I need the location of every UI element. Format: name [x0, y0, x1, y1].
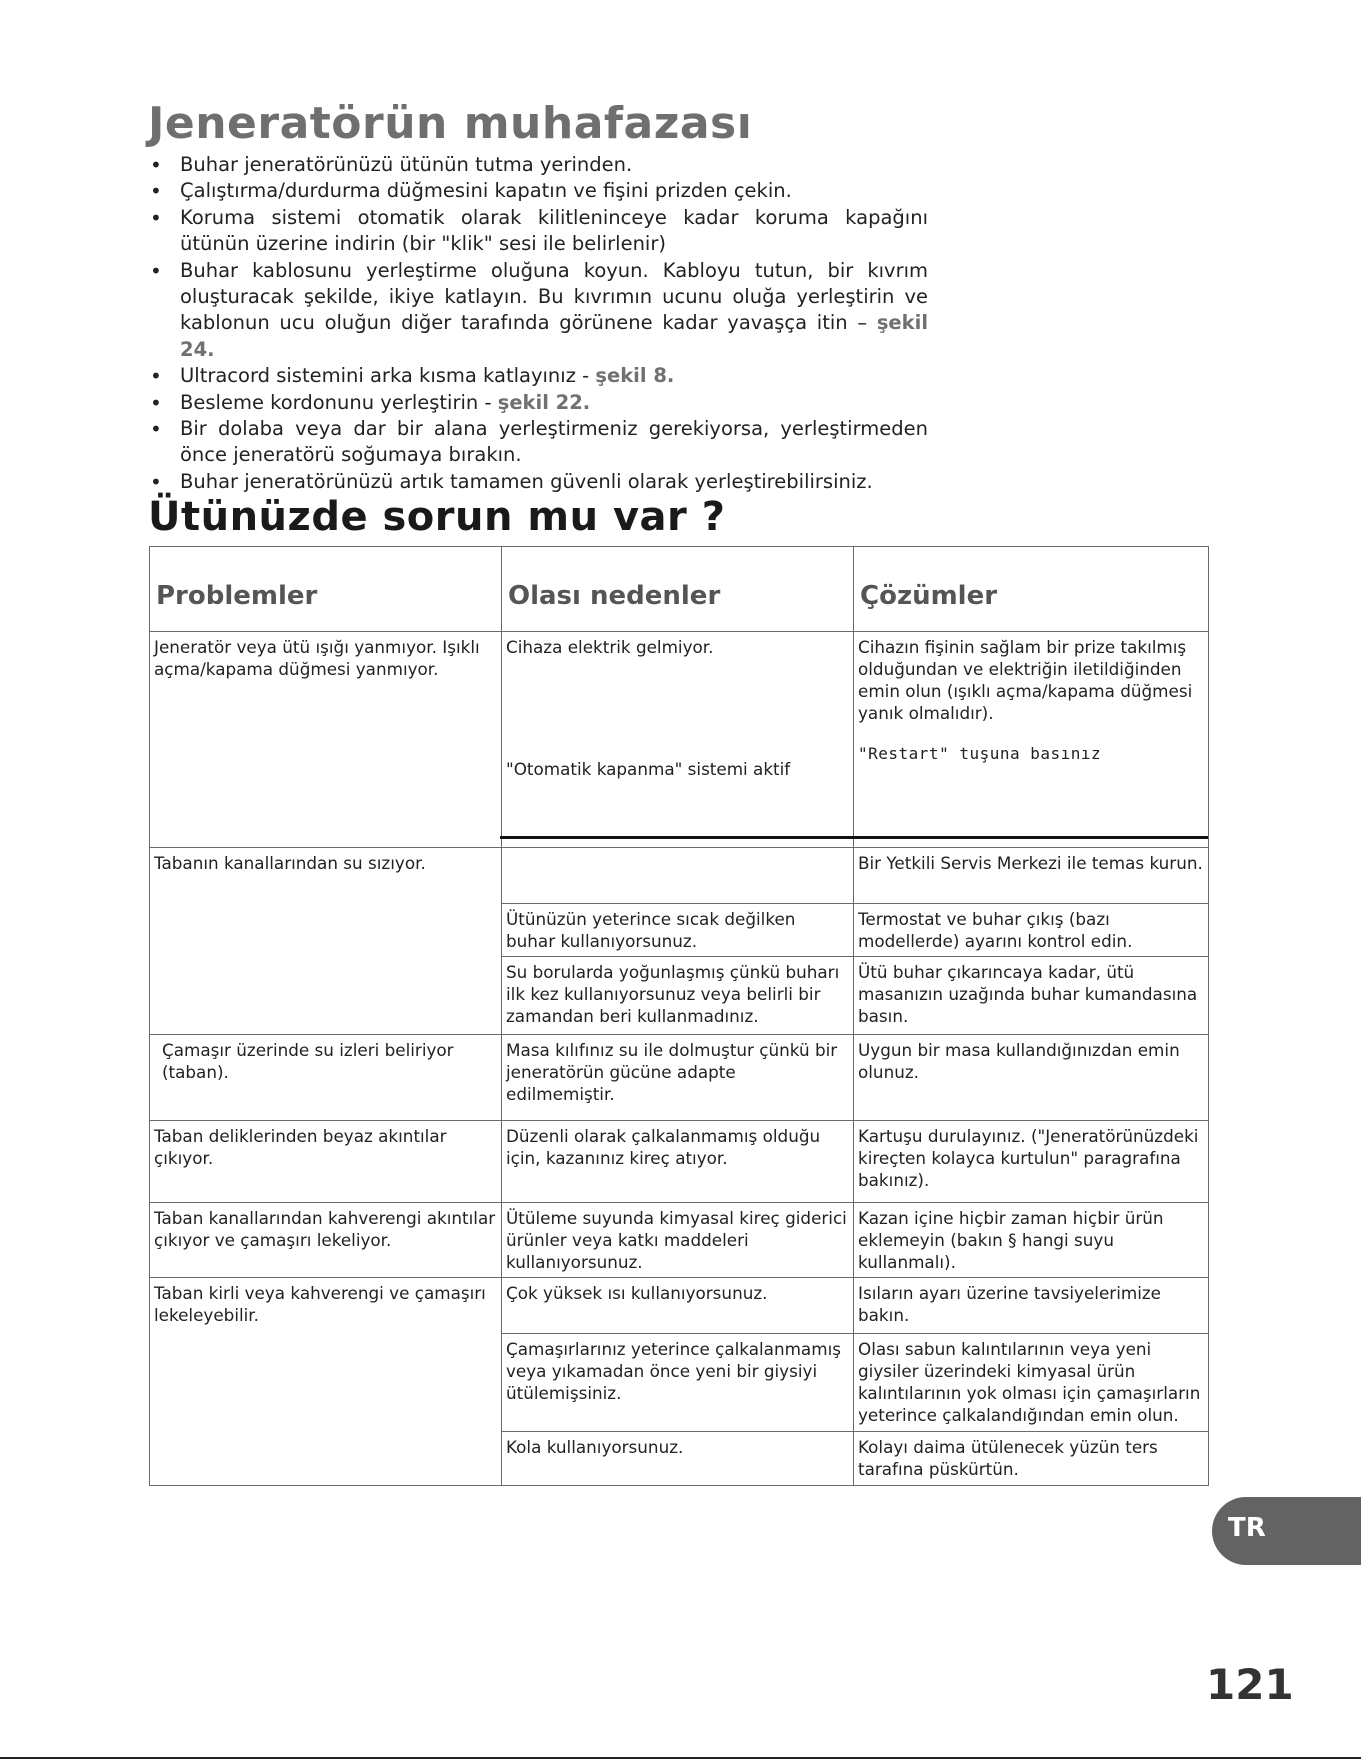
cause-cell: Kola kullanıyorsunuz.	[502, 1432, 854, 1486]
solution-cell: Isıların ayarı üzerine tavsiyelerimize bakın.	[854, 1278, 1209, 1334]
list-item: • Bir dolaba veya dar bir alana yerleştirmeniz gerekiyorsa, yerleştirmeden önce jeneratörü soğumaya bırakın.	[148, 416, 928, 469]
list-item: • Besleme kordonunu yerleştirin - şekil 22.	[148, 390, 928, 416]
cause-cell: Çok yüksek ısı kullanıyorsunuz.	[502, 1278, 854, 1334]
solution-cell: Kartuşu durulayınız. ("Jeneratörünüzdeki kireçten kolayca kurtulun" paragrafına bakınız).	[854, 1121, 1209, 1203]
table-row	[150, 1278, 1209, 1334]
problem-cell: Tabanın kanallarından su sızıyor.	[150, 848, 502, 1035]
solution-cell: Bir Yetkili Servis Merkezi ile temas kurun.	[854, 848, 1209, 904]
header-problems: Problemler	[150, 547, 502, 632]
list-item: • Ultracord sistemini arka kısma katlayınız - şekil 8.	[148, 363, 928, 389]
section-title-troubleshooting: Ütünüzde sorun mu var ?	[148, 494, 726, 540]
figure-reference: şekil 8.	[595, 364, 675, 388]
table-row	[150, 632, 1209, 848]
header-solutions: Çözümler	[854, 547, 1209, 632]
cause-cell: Su borularda yoğunlaşmış çünkü buharı ilk kez kullanıyorsunuz veya belirli bir zamandan beri kullanmadınız.	[502, 957, 854, 1035]
table-row	[150, 848, 1209, 904]
solution-cell: Cihazın fişinin sağlam bir prize takılmış olduğundan ve elektriğin iletildiğinden emin olun (ışıklı açma/kapama düğmesi yanık olmalıdır). "Restart" tuşuna basınız	[854, 632, 1209, 848]
cause-cell: Masa kılıfınız su ile dolmuştur çünkü bir jeneratörün gücüne adapte edilmemiştir.	[502, 1035, 854, 1121]
table-row	[150, 1121, 1209, 1203]
problem-cell: Çamaşır üzerinde su izleri beliriyor (taban).	[150, 1035, 502, 1121]
table-header-row	[150, 547, 1209, 632]
cause-cell: Çamaşırlarınız yeterince çalkalanmamış veya yıkamadan önce yeni bir giysiyi ütülemişsiniz.	[502, 1334, 854, 1432]
section-title-generator-storage: Jeneratörün muhafazası	[148, 98, 753, 149]
figure-reference: şekil 24.	[180, 311, 928, 361]
figure-reference: şekil 22.	[497, 390, 591, 414]
page-number: 121	[1206, 1660, 1294, 1709]
cause-cell: Düzenli olarak çalkalanmamış olduğu için, kazanınız kireç atıyor.	[502, 1121, 854, 1203]
solution-cell: Uygun bir masa kullandığınızdan emin olunuz.	[854, 1035, 1209, 1121]
language-badge-label: TR	[1228, 1513, 1266, 1543]
list-item: • Buhar jeneratörünüzü ütünün tutma yerinden.	[148, 152, 928, 178]
list-item: • Buhar kablosunu yerleştirme oluğuna koyun. Kabloyu tutun, bir kıvrım oluşturacak şekilde, ikiye katlayın. Bu kıvrımın ucunu oluğa yerleştirin ve kablonun ucu oluğun diğer tarafında görünene kadar yavaşça itin – şekil 24.	[148, 258, 928, 364]
cause-cell: Cihaza elektrik gelmiyor. "Otomatik kapanma" sistemi aktif	[502, 632, 854, 848]
table-row	[150, 1035, 1209, 1121]
storage-steps-list	[148, 152, 928, 495]
list-item: • Buhar jeneratörünüzü artık tamamen güvenli olarak yerleştirebilirsiniz.	[148, 469, 928, 495]
problem-cell: Taban kirli veya kahverengi ve çamaşırı lekeleyebilir.	[150, 1278, 502, 1486]
solution-cell: Kazan içine hiçbir zaman hiçbir ürün eklemeyin (bakın § hangi suyu kullanmalı).	[854, 1203, 1209, 1278]
problem-cell: Taban kanallarından kahverengi akıntılar çıkıyor ve çamaşırı lekeliyor.	[150, 1203, 502, 1278]
problem-cell: Taban deliklerinden beyaz akıntılar çıkıyor.	[150, 1121, 502, 1203]
table-row	[150, 1203, 1209, 1278]
cause-cell: Ütünüzün yeterince sıcak değilken buhar kullanıyorsunuz.	[502, 904, 854, 957]
table-divider-line	[500, 836, 1208, 839]
list-item: • Çalıştırma/durdurma düğmesini kapatın ve fişini prizden çekin.	[148, 178, 928, 204]
cause-cell: Ütüleme suyunda kimyasal kireç giderici ürünler veya katkı maddeleri kullanıyorsunuz.	[502, 1203, 854, 1278]
troubleshooting-table-wrapper	[149, 546, 1208, 1486]
language-badge	[1212, 1497, 1361, 1565]
problem-cell: Jeneratör veya ütü ışığı yanmıyor. Işıklı açma/kapama düğmesi yanmıyor.	[150, 632, 502, 848]
solution-cell: Olası sabun kalıntılarının veya yeni giysiler üzerindeki kimyasal ürün kalıntılarının yok olması için çamaşırların yeterince çalkalandığından emin olun.	[854, 1334, 1209, 1432]
cause-cell	[502, 848, 854, 904]
solution-cell: Ütü buhar çıkarıncaya kadar, ütü masanızın uzağında buhar kumandasına basın.	[854, 957, 1209, 1035]
list-item: • Koruma sistemi otomatik olarak kilitleninceye kadar koruma kapağını ütünün üzerine indirin (bir "klik" sesi ile belirlenir)	[148, 205, 928, 258]
troubleshooting-table	[149, 546, 1209, 1486]
solution-cell: Termostat ve buhar çıkış (bazı modellerde) ayarını kontrol edin.	[854, 904, 1209, 957]
header-causes: Olası nedenler	[502, 547, 854, 632]
page-bottom-rule	[0, 1757, 1361, 1759]
solution-cell: Kolayı daima ütülenecek yüzün ters tarafına püskürtün.	[854, 1432, 1209, 1486]
